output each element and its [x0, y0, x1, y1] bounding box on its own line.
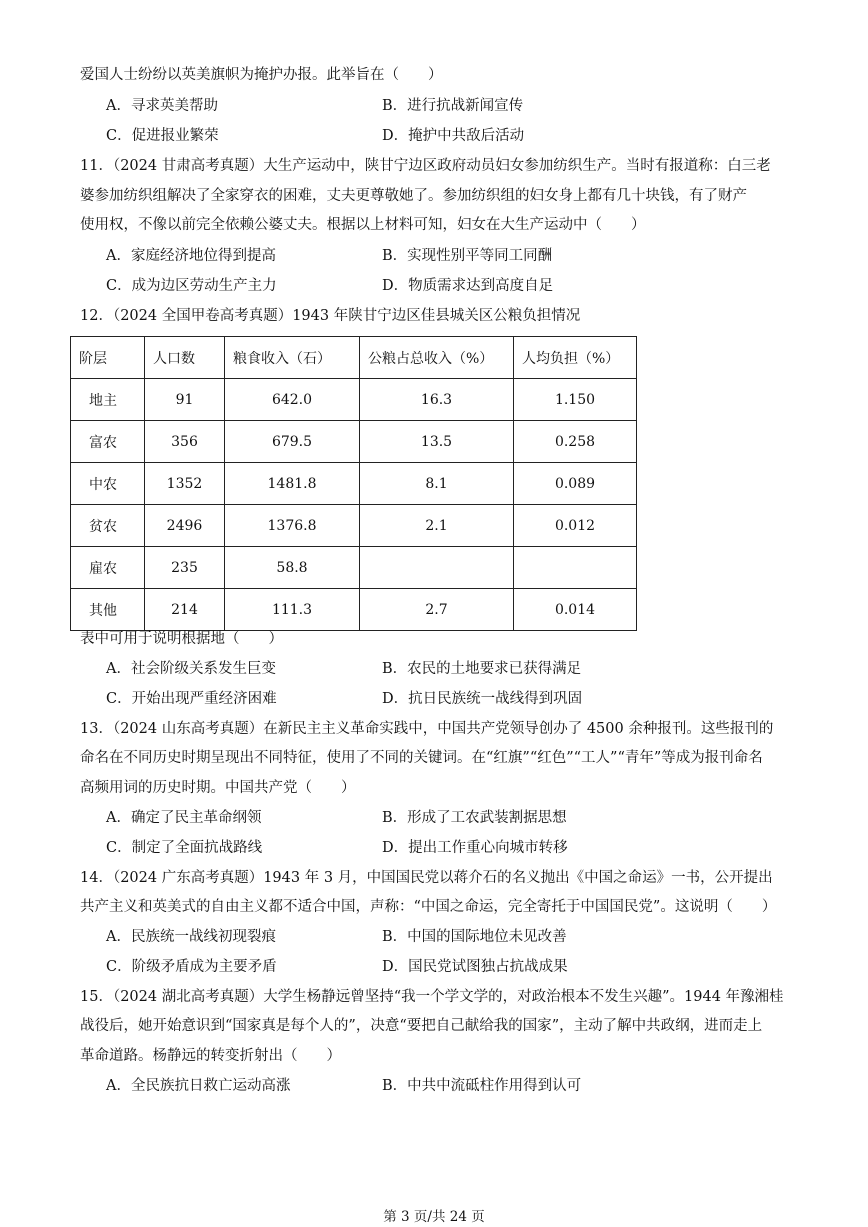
q13-option-a: A．确定了民主革命纲领	[106, 810, 262, 826]
table-cell: 2.7	[360, 589, 514, 631]
q12-option-c: C．开始出现严重经济困难	[106, 691, 277, 707]
table-row	[71, 421, 637, 463]
table-cell: 111.3	[225, 589, 360, 631]
q12-option-b: B．农民的土地要求已获得满足	[382, 661, 582, 677]
option-a: A．寻求英美帮助	[106, 98, 218, 114]
table-cell: 2496	[145, 505, 225, 547]
table-cell	[514, 547, 637, 589]
q13-stem-line-3: 高频用词的历史时期。中国共产党（ ）	[80, 780, 356, 796]
q11-stem-line-2: 婆参加纺织组解决了全家穿衣的困难，丈夫更尊敬她了。参加纺织组的妇女身上都有几十块钱，有了财产	[80, 188, 747, 204]
q14-option-d: D．国民党试图独占抗战成果	[382, 959, 568, 975]
q11-option-c: C．成为边区劳动生产主力	[106, 278, 277, 294]
q14-option-c: C．阶级矛盾成为主要矛盾	[106, 959, 277, 975]
table-cell: 235	[145, 547, 225, 589]
q14-option-a: A．民族统一战线初现裂痕	[106, 929, 276, 945]
q11-stem-line-1: 11．（2024 甘肃高考真题）大生产运动中，陕甘宁边区政府动员妇女参加纺织生产。当时有报道称：白三老	[80, 158, 771, 174]
q15-option-a: A．全民族抗日救亡运动高涨	[106, 1078, 291, 1094]
table-cell: 1481.8	[225, 463, 360, 505]
table-cell: 地主	[71, 379, 145, 421]
table-header-cell: 人口数	[145, 337, 225, 379]
table-row	[71, 589, 637, 631]
table-header-cell: 粮食收入（石）	[225, 337, 360, 379]
q13-stem-line-1: 13．（2024 山东高考真题）在新民主主义革命实践中，中国共产党领导创办了 4500 余种报刊。这些报刊的	[80, 721, 774, 737]
table-cell: 雇农	[71, 547, 145, 589]
table-row	[71, 379, 637, 421]
option-d: D．掩护中共敌后活动	[382, 128, 525, 144]
q12-option-a: A．社会阶级关系发生巨变	[106, 661, 276, 677]
q14-option-b: B．中国的国际地位未见改善	[382, 929, 567, 945]
table-cell: 8.1	[360, 463, 514, 505]
page-number: 第 3 页/共 24 页	[383, 1209, 485, 1225]
table-row	[71, 505, 637, 547]
q13-stem-line-2: 命名在不同历史时期呈现出不同特征，使用了不同的关键词。在“红旗”“红色”“工人”“青年”等成为报刊命名	[80, 750, 763, 766]
q12-option-d: D．抗日民族统一战线得到巩固	[382, 691, 583, 707]
q15-option-b: B．中共中流砥柱作用得到认可	[382, 1078, 582, 1094]
table-cell: 1376.8	[225, 505, 360, 547]
table-cell: 0.258	[514, 421, 637, 463]
q13-option-c: C．制定了全面抗战路线	[106, 840, 263, 856]
table-row	[71, 463, 637, 505]
q11-stem-line-3: 使用权，不像以前完全依赖公婆丈夫。根据以上材料可知，妇女在大生产运动中（ ）	[80, 217, 646, 233]
table-cell: 富农	[71, 421, 145, 463]
q12-after-table: 表中可用于说明根据地（ ）	[80, 631, 283, 647]
q11-option-b: B．实现性别平等同工同酬	[382, 248, 553, 264]
table-cell: 91	[145, 379, 225, 421]
table-cell: 642.0	[225, 379, 360, 421]
table-header-cell: 阶层	[71, 337, 145, 379]
option-c: C．促进报业繁荣	[106, 128, 219, 144]
table-cell: 0.012	[514, 505, 637, 547]
q12-stem: 12．（2024 全国甲卷高考真题）1943 年陕甘宁边区佳县城关区公粮负担情况	[80, 308, 581, 324]
table-cell: 356	[145, 421, 225, 463]
table-cell: 2.1	[360, 505, 514, 547]
option-b: B．进行抗战新闻宣传	[382, 98, 524, 114]
q15-stem-line-2: 战役后，她开始意识到“国家真是每个人的”，决意“要把自己献给我的国家”，主动了解中共政纲，进而走上	[80, 1018, 763, 1034]
table-cell: 中农	[71, 463, 145, 505]
q14-stem-line-1: 14．（2024 广东高考真题）1943 年 3 月，中国国民党以蒋介石的名义抛出《中国之命运》一书，公开提出	[80, 870, 773, 886]
table-cell: 1352	[145, 463, 225, 505]
q14-stem-line-2: 共产主义和英美式的自由主义都不适合中国，声称：“中国之命运，完全寄托于中国国民党”。这说明（ ）	[80, 899, 777, 915]
table-header-row	[71, 337, 637, 379]
q13-option-d: D．提出工作重心向城市转移	[382, 840, 568, 856]
table-cell: 58.8	[225, 547, 360, 589]
q15-stem-line-3: 革命道路。杨静远的转变折射出（ ）	[80, 1048, 341, 1064]
q13-option-b: B．形成了工农武装割据思想	[382, 810, 567, 826]
table-cell: 13.5	[360, 421, 514, 463]
table-cell: 679.5	[225, 421, 360, 463]
table-cell: 1.150	[514, 379, 637, 421]
table-cell: 214	[145, 589, 225, 631]
table-cell: 其他	[71, 589, 145, 631]
question-stem-line: 爱国人士纷纷以英美旗帜为掩护办报。此举旨在（ ）	[80, 67, 443, 83]
table-header-cell: 公粮占总收入（%）	[360, 337, 514, 379]
table-row	[71, 547, 637, 589]
q15-stem-line-1: 15．（2024 湖北高考真题）大学生杨静远曾坚持“我一个学文学的，对政治根本不发生兴趣”。1944 年豫湘桂	[80, 989, 784, 1005]
table-cell: 0.014	[514, 589, 637, 631]
q11-option-a: A．家庭经济地位得到提高	[106, 248, 276, 264]
table-cell: 16.3	[360, 379, 514, 421]
q11-option-d: D．物质需求达到高度自足	[382, 278, 554, 294]
table-header-cell: 人均负担（%）	[514, 337, 637, 379]
grain-burden-table	[70, 336, 637, 631]
table-cell: 0.089	[514, 463, 637, 505]
table-cell	[360, 547, 514, 589]
table-cell: 贫农	[71, 505, 145, 547]
